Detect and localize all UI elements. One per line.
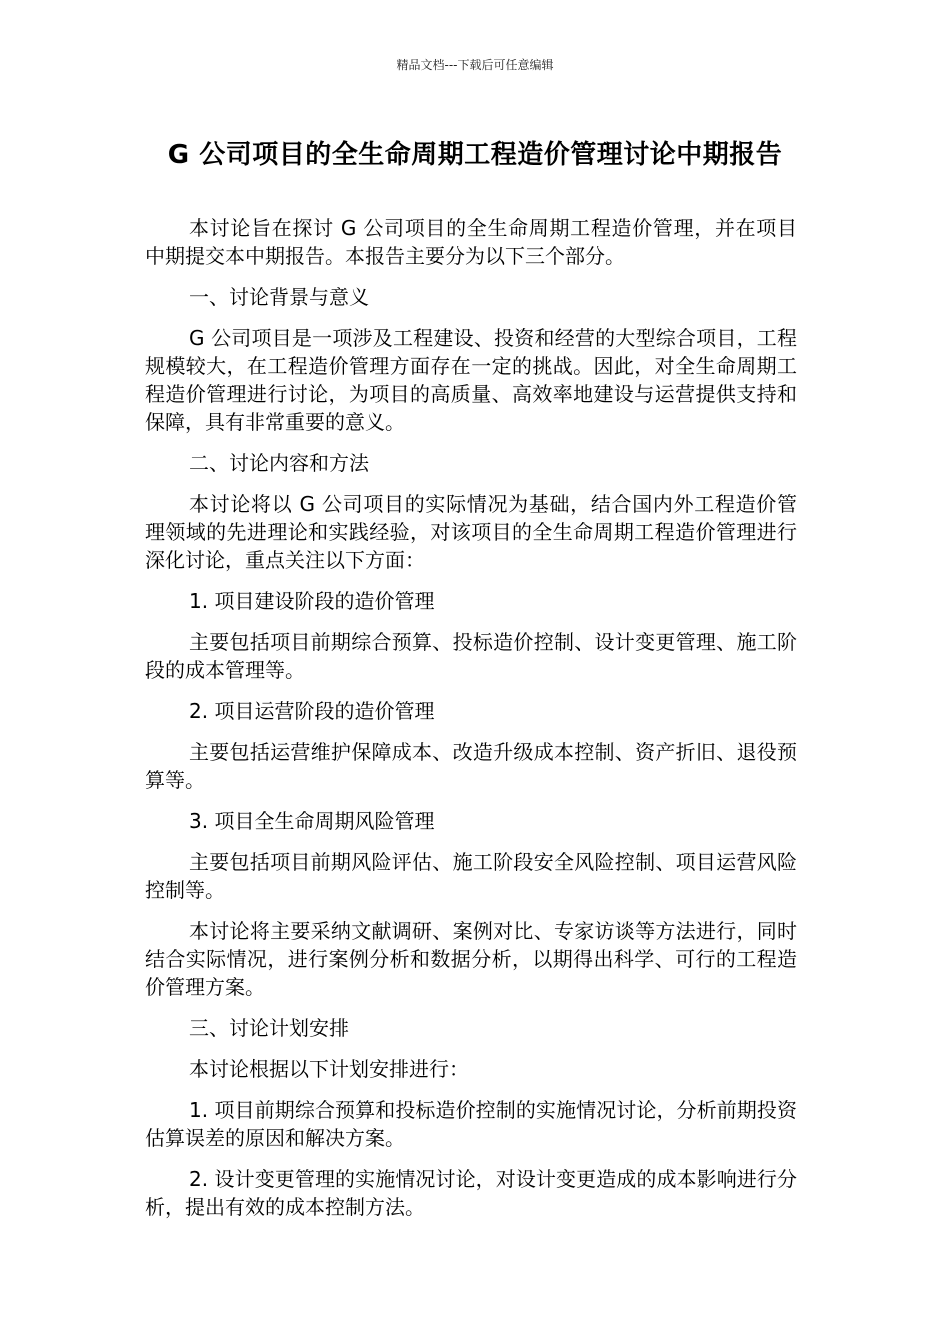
method-paragraph: 本讨论将主要采纳文献调研、案例对比、专家访谈等方法进行，同时结合实际情况，进行案例分析和数据分析，以期得出科学、可行的工程造价管理方案。	[145, 919, 797, 999]
list-item-operation-phase: 2. 项目运营阶段的造价管理	[189, 699, 435, 723]
background-paragraph: G 公司项目是一项涉及工程建设、投资和经营的大型综合项目，工程规模较大，在工程造价管理方面存在一定的挑战。因此，对全生命周期工程造价管理进行讨论，为项目的高质量、高效率地建设与运营提供支持和保障，具有非常重要的意义。	[145, 326, 797, 434]
intro-paragraph: 本讨论旨在探讨 G 公司项目的全生命周期工程造价管理，并在项目中期提交本中期报告。本报告主要分为以下三个部分。	[145, 216, 797, 268]
risk-management-paragraph: 主要包括项目前期风险评估、施工阶段安全风险控制、项目运营风险控制等。	[145, 850, 797, 902]
operation-phase-paragraph: 主要包括运营维护保障成本、改造升级成本控制、资产折旧、退役预算等。	[145, 740, 797, 792]
document-title: G 公司项目的全生命周期工程造价管理讨论中期报告	[167, 140, 783, 170]
document-body	[145, 214, 797, 1234]
plan-item-2: 2. 设计变更管理的实施情况讨论，对设计变更造成的成本影响进行分析，提出有效的成本控制方法。	[145, 1167, 797, 1219]
section-heading-background: 一、讨论背景与意义	[189, 285, 369, 309]
section-heading-content-method: 二、讨论内容和方法	[189, 451, 369, 475]
list-item-risk-management: 3. 项目全生命周期风险管理	[189, 809, 435, 833]
construction-phase-paragraph: 主要包括项目前期综合预算、投标造价控制、设计变更管理、施工阶段的成本管理等。	[145, 630, 797, 682]
content-paragraph: 本讨论将以 G 公司项目的实际情况为基础，结合国内外工程造价管理领域的先进理论和实践经验，对该项目的全生命周期工程造价管理进行深化讨论，重点关注以下方面：	[145, 492, 797, 572]
plan-intro-paragraph: 本讨论根据以下计划安排进行：	[189, 1057, 469, 1081]
section-heading-plan: 三、讨论计划安排	[189, 1016, 349, 1040]
plan-item-1: 1. 项目前期综合预算和投标造价控制的实施情况讨论，分析前期投资估算误差的原因和解决方案。	[145, 1098, 797, 1150]
header-note: 精品文档---下载后可任意编辑	[396, 58, 554, 72]
list-item-construction-phase: 1. 项目建设阶段的造价管理	[189, 589, 435, 613]
